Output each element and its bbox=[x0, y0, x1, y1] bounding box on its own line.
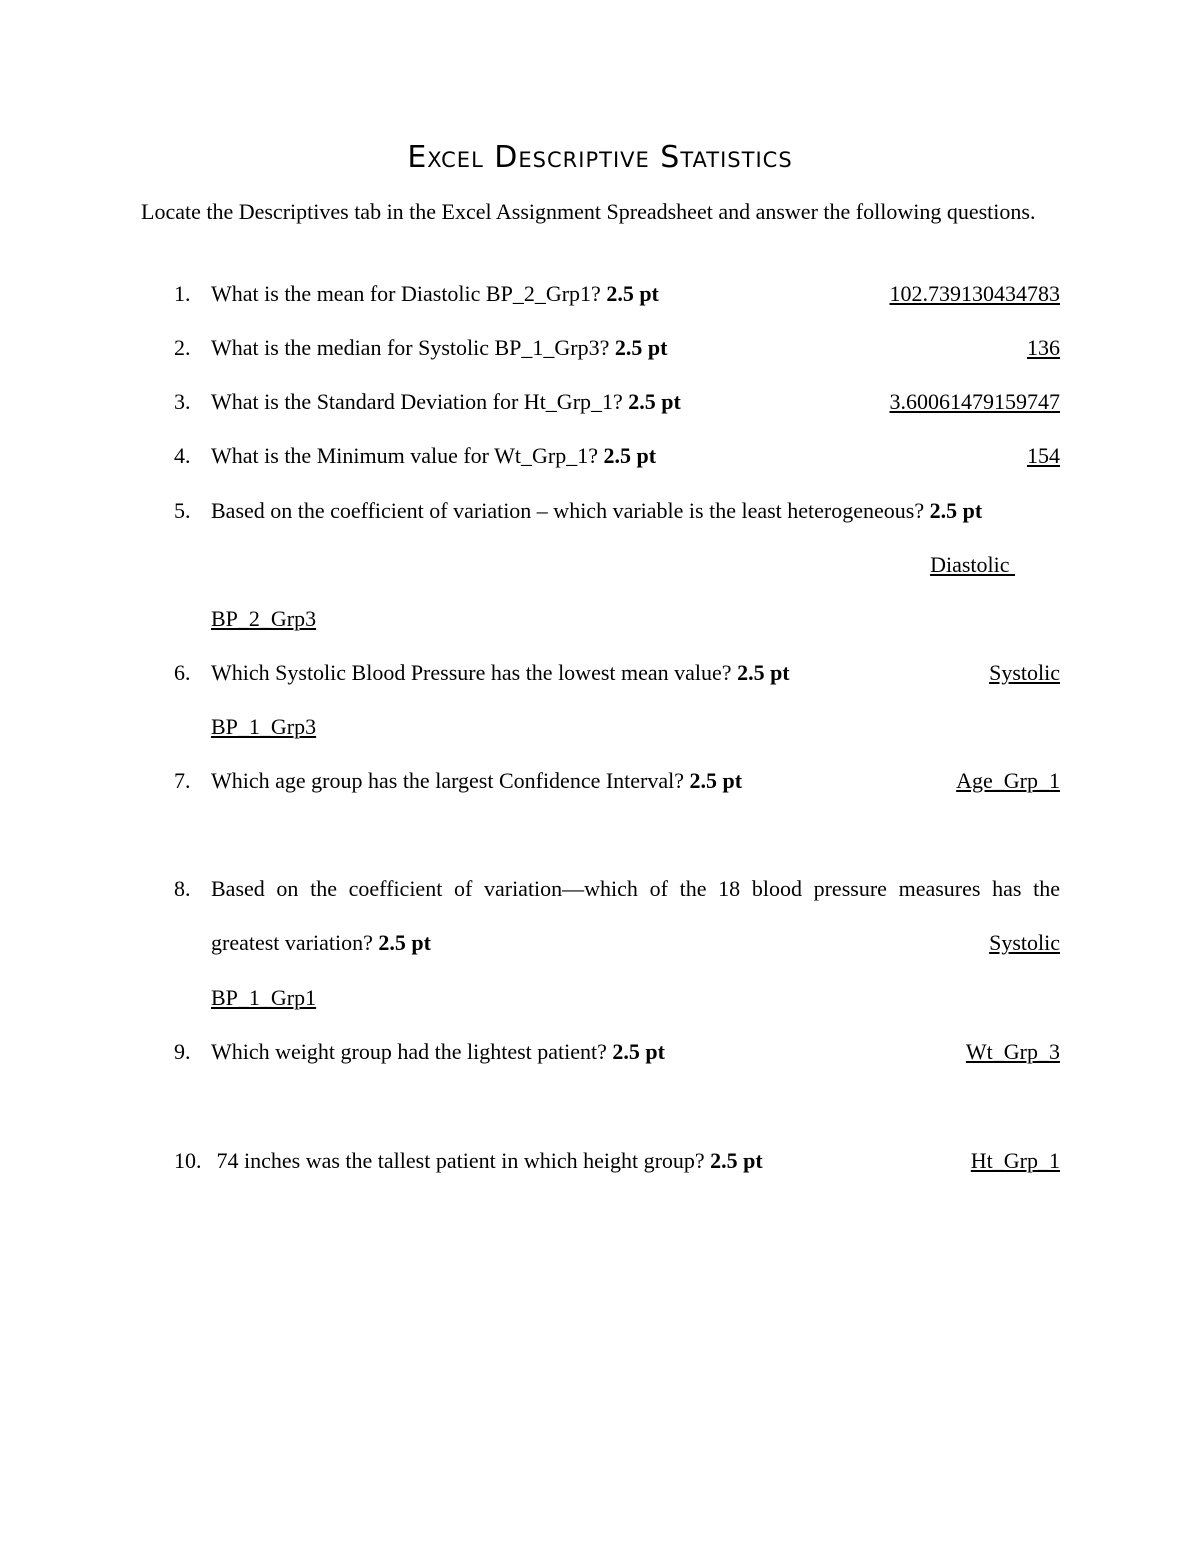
answer: Ht_Grp_1 bbox=[970, 1148, 1060, 1173]
answer-part1: Systolic bbox=[989, 660, 1060, 685]
question-number: 10. bbox=[174, 1148, 202, 1173]
question-text: Which Systolic Blood Pressure has the lowest mean value? 2.5 pt bbox=[211, 660, 790, 685]
answer: Age_Grp_1 bbox=[956, 768, 1060, 793]
question-points: 2.5 pt bbox=[612, 1039, 665, 1064]
answer-part2: BP_1_Grp1 bbox=[211, 985, 317, 1010]
question-number: 6. bbox=[174, 660, 191, 685]
answer-part2: BP_1_Grp3 bbox=[211, 714, 317, 739]
question-number: 7. bbox=[174, 768, 191, 793]
question-points: 2.5 pt bbox=[603, 443, 657, 468]
question-text: What is the median for Systolic BP_1_Grp3? 2.5 pt bbox=[211, 335, 668, 360]
question-text: Which age group has the largest Confidence Interval? 2.5 pt bbox=[211, 768, 743, 793]
question-number: 2. bbox=[174, 335, 191, 360]
question-number: 8. bbox=[174, 876, 191, 901]
question-text-line2: greatest variation? 2.5 pt bbox=[211, 930, 431, 955]
question-number: 1. bbox=[174, 281, 191, 306]
answer-part1: Diastolic bbox=[930, 552, 1015, 577]
question-points: 2.5 pt bbox=[689, 768, 743, 793]
answer: 136 bbox=[1027, 335, 1060, 360]
question-points: 2.5 pt bbox=[378, 930, 431, 955]
question-points: 2.5 pt bbox=[737, 660, 790, 685]
question-text: Based on the coefficient of variation – which variable is the least heterogeneous? 2.5 pt bbox=[211, 498, 983, 523]
question-points: 2.5 pt bbox=[929, 498, 983, 523]
question-text: What is the Standard Deviation for Ht_Grp_1? 2.5 pt bbox=[211, 389, 681, 414]
answer-part1: Systolic bbox=[989, 930, 1060, 955]
answer: 102.739130434783 bbox=[889, 281, 1060, 306]
question-text-line1: Based on the coefficient of variation—which of the 18 blood pressure measures has the bbox=[211, 876, 1060, 901]
intro-paragraph: Locate the Descriptives tab in the Excel Assignment Spreadsheet and answer the following questions. bbox=[141, 199, 1036, 224]
question-number: 4. bbox=[174, 443, 191, 468]
question-text: 74 inches was the tallest patient in which height group? 2.5 pt bbox=[211, 1148, 763, 1173]
question-points: 2.5 pt bbox=[710, 1148, 763, 1173]
question-text: What is the mean for Diastolic BP_2_Grp1? 2.5 pt bbox=[211, 281, 659, 306]
answer: Wt_Grp_3 bbox=[965, 1039, 1060, 1064]
question-number: 5. bbox=[174, 498, 191, 523]
question-number: 9. bbox=[174, 1039, 191, 1064]
answer: 154 bbox=[1027, 443, 1060, 468]
question-text: Which weight group had the lightest patient? 2.5 pt bbox=[211, 1039, 665, 1064]
answer: 3.60061479159747 bbox=[889, 389, 1060, 414]
question-points: 2.5 pt bbox=[614, 335, 668, 360]
question-points: 2.5 pt bbox=[606, 281, 659, 306]
question-number: 3. bbox=[174, 389, 191, 414]
page-title: Excel Descriptive Statistics bbox=[407, 140, 793, 175]
question-text: What is the Minimum value for Wt_Grp_1? 2.5 pt bbox=[211, 443, 657, 468]
answer-part2: BP_2_Grp3 bbox=[211, 606, 317, 631]
question-points: 2.5 pt bbox=[628, 389, 681, 414]
